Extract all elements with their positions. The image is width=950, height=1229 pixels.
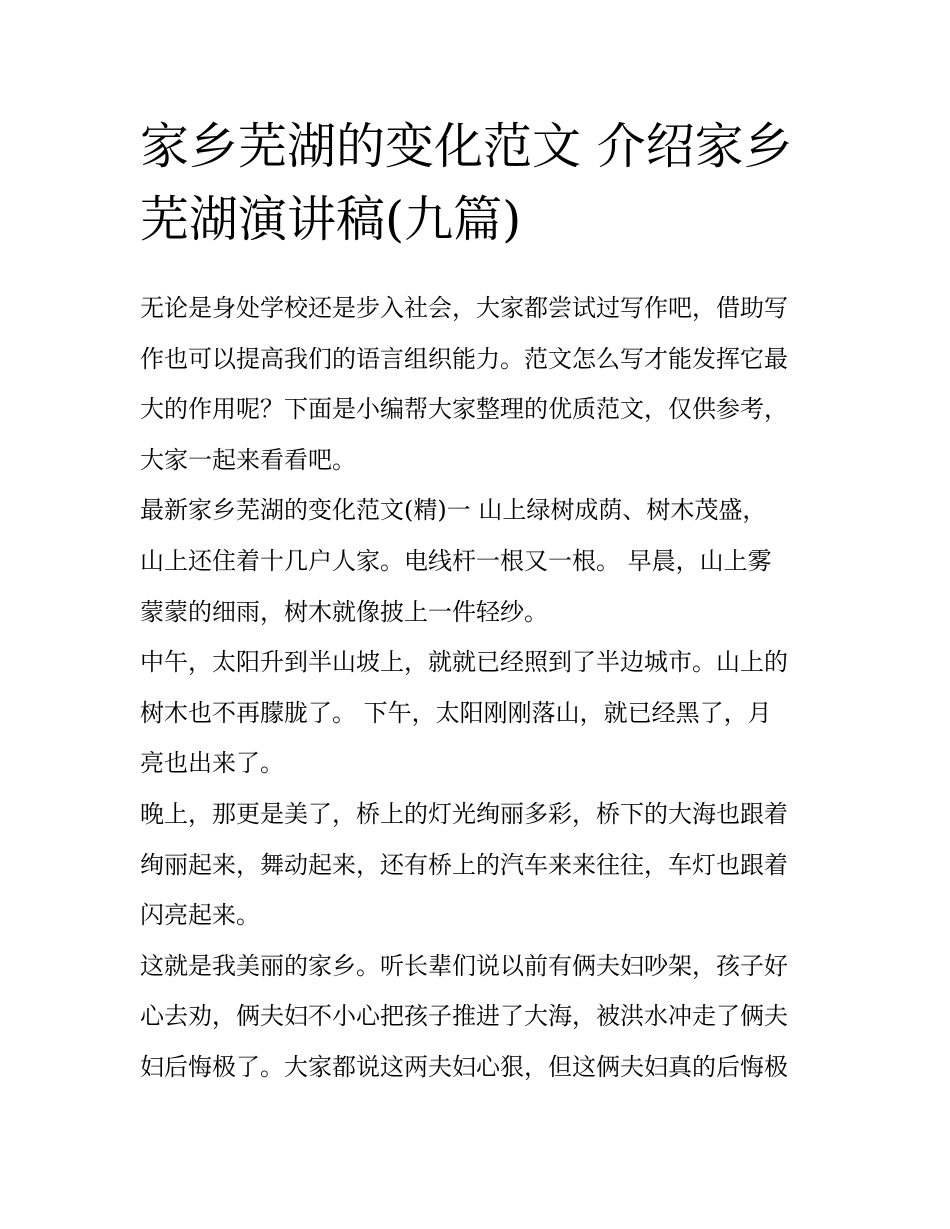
title-line: 家乡芜湖的变化范文 介绍家乡 — [140, 118, 793, 175]
text-line: 无论是身处学校还是步入社会，大家都尝试过写作吧，借助写 — [140, 294, 788, 322]
text-line: 晚上，那更是美了，桥上的灯光绚丽多彩，桥下的大海也跟着 — [140, 799, 788, 828]
text-line: 树木也不再朦胧了。 下午，太阳刚刚落山，就已经黑了，月 — [140, 698, 772, 727]
document-content — [140, 110, 812, 1093]
text-line: 蒙蒙的细雨，树木就像披上一件轻纱。 — [140, 597, 548, 626]
text-line: 中午，太阳升到半山坡上，就就已经照到了半边城市。山上的 — [140, 648, 788, 677]
document-title — [140, 110, 812, 256]
text-line: 大家一起来看看吧。 — [140, 445, 356, 474]
text-line: 山上还住着十几户人家。电线杆一根又一根。 早晨，山上雾 — [140, 546, 772, 575]
title-line: 芜湖演讲稿(九篇) — [140, 191, 522, 248]
text-line: 妇后悔极了。大家都说这两夫妇心狠，但这俩夫妇真的后悔极 — [140, 1052, 788, 1081]
text-line: 亮也出来了。 — [140, 749, 284, 778]
text-line: 大的作用呢？下面是小编帮大家整理的优质范文，仅供参考， — [140, 395, 788, 424]
text-line: 心去劝，俩夫妇不小心把孩子推进了大海，被洪水冲走了俩夫 — [140, 1002, 788, 1031]
text-line: 绚丽起来，舞动起来，还有桥上的汽车来来往往，车灯也跟着 — [140, 850, 788, 879]
text-line: 最新家乡芜湖的变化范文(精)一 山上绿树成荫、树木茂盛， — [140, 496, 767, 525]
text-line: 这就是我美丽的家乡。听长辈们说以前有俩夫妇吵架，孩子好 — [140, 951, 788, 980]
text-line: 作也可以提高我们的语言组织能力。范文怎么写才能发挥它最 — [140, 344, 788, 373]
document-body — [140, 283, 812, 1093]
text-line: 闪亮起来。 — [140, 901, 260, 930]
